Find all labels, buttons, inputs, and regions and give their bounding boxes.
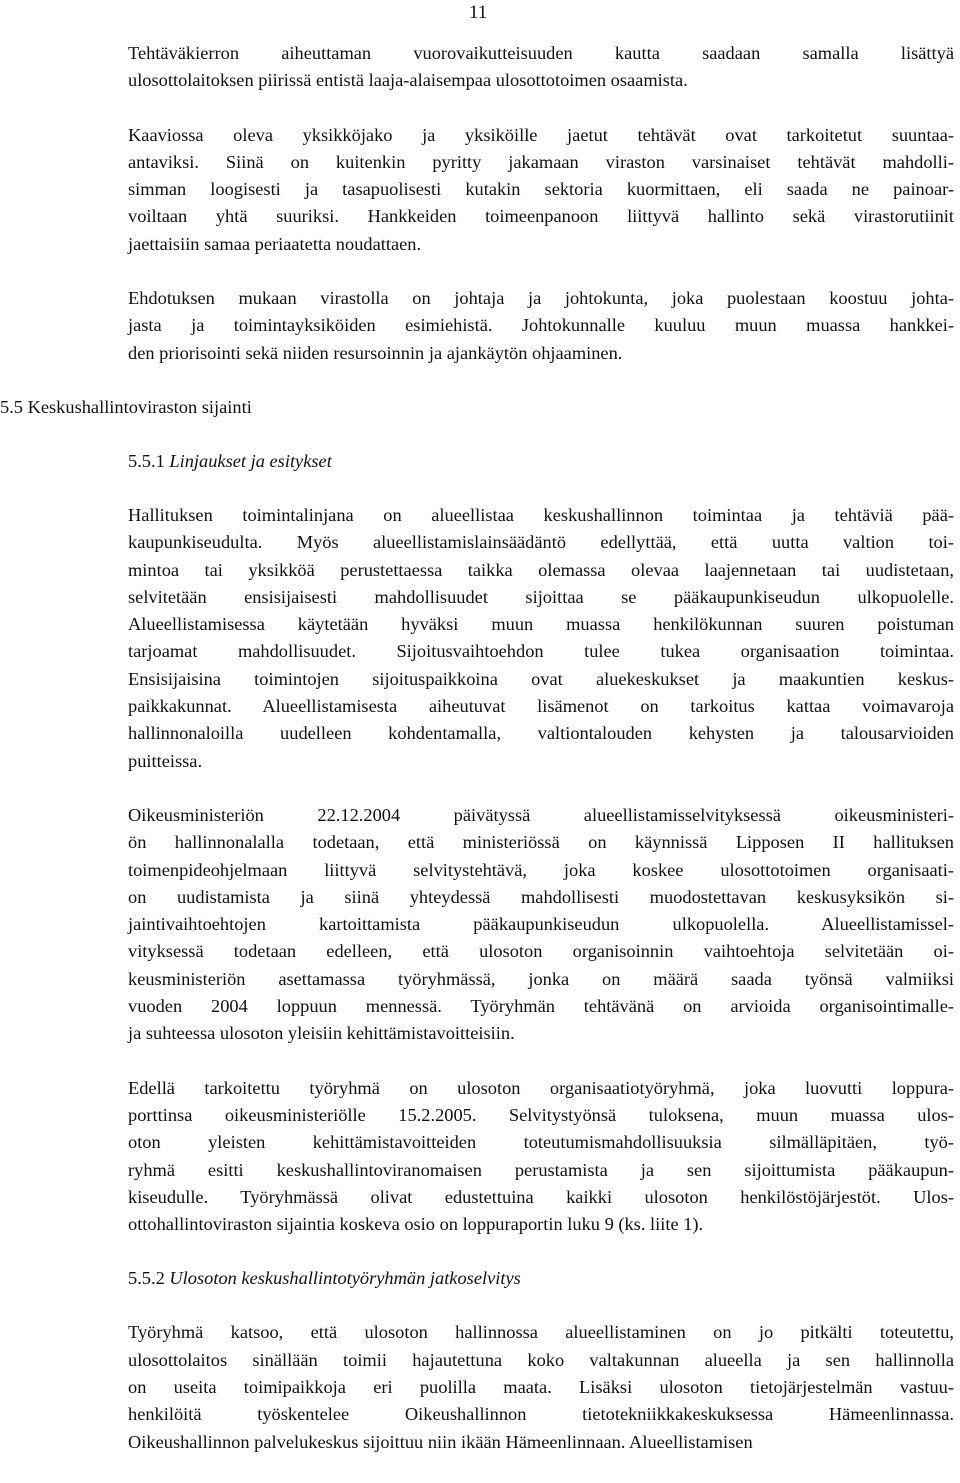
text-line: hallinnonaloilla uudelleen kohdentamalla, valtiontalouden kehysten ja talousarvioiden: [128, 723, 954, 744]
paragraph: [128, 285, 954, 367]
paragraph: [128, 1075, 954, 1239]
page-number: 11: [469, 2, 488, 23]
text-line: antaviksi. Siinä on kuitenkin pyritty jakamaan viraston varsinaiset tehtävät mahdolli-: [128, 151, 954, 172]
text-line: Ehdotuksen mukaan virastolla on johtaja ja johtokunta, joka puolestaan koostuu johta-: [128, 288, 954, 309]
text-line: kaupunkiseudulta. Myös alueellistamislainsäädäntö edellyttää, että uutta valtion toi-: [128, 532, 954, 553]
text-line: Työryhmä katsoo, että ulosoton hallinnossa alueellistaminen on jo pitkälti toteutettu,: [128, 1322, 954, 1343]
text-line: Alueellistamisessa käytetään hyväksi muun muassa henkilökunnan suuren poistuman: [128, 614, 954, 635]
subsection-title: Linjaukset ja esitykset: [169, 450, 332, 471]
text-line: Edellä tarkoitettu työryhmä on ulosoton organisaatiotyöryhmä, joka luovutti loppura-: [128, 1077, 954, 1098]
text-line: ulosottolaitos sinällään toimii hajautettuna koko valtakunnan alueella ja sen hallinnolla: [128, 1349, 954, 1370]
text-line: ryhmä esitti keskushallintoviranomaisen perustamista ja sen sijoittumista pääkaupun-: [128, 1159, 954, 1180]
text-line: den priorisointi sekä niiden resursoinnin ja ajankäytön ohjaaminen.: [128, 342, 623, 363]
text-line: selvitetään ensisijaisesti mahdollisuudet sijoittaa se pääkaupunkiseudun ulkopuolelle.: [128, 586, 954, 607]
paragraph: [128, 40, 954, 95]
text-line: on useita toimipaikkoja eri puolilla maata. Lisäksi ulosoton tietojärjestelmän vastuu-: [128, 1376, 954, 1397]
text-line: mintoa tai yksikköä perustettaessa taikka olemassa olevaa laajennetaan tai uudistetaan,: [128, 559, 954, 580]
text-line: porttinsa oikeusministeriölle 15.2.2005. Selvitystyönsä tuloksena, muun muassa ulos-: [128, 1104, 954, 1125]
text-line: henkilöitä työskentelee Oikeushallinnon tietotekniikkakeskuksessa Hämeenlinnassa.: [128, 1404, 954, 1425]
text-line: jasta ja toimintayksiköiden esimiehistä. Johtokunnalle kuuluu muun muassa hankkei-: [128, 315, 954, 336]
paragraph: [128, 802, 954, 1048]
text-line: oton yleisten kehittämistavoitteiden toteutumismahdollisuuksia silmälläpitäen, työ-: [128, 1132, 954, 1153]
text-line: ulosottolaitoksen piirissä entistä laaja-alaisempaa ulosottotoimen osaamista.: [128, 70, 688, 91]
text-line: puitteissa.: [128, 750, 203, 771]
paragraph: [128, 122, 954, 258]
subsection-heading: [128, 1265, 960, 1292]
text-line: keusministeriön asettamassa työryhmässä, jonka on määrä saada työnsä valmiiksi: [128, 968, 954, 989]
text-line: toimenpideohjelmaan liittyvä selvitystehtävä, joka koskee ulosottotoimen organisaati-: [128, 859, 954, 880]
text-line: ja suhteessa ulosoton yleisiin kehittämistavoitteisiin.: [128, 1023, 515, 1044]
paragraph: [128, 1319, 954, 1455]
subsection-number: 5.5.2: [128, 1268, 165, 1289]
text-line: jaettaisiin samaa periaatetta noudattaen.: [128, 233, 422, 254]
text-line: voiltaan yhtä suuriksi. Hankkeiden toimeenpanoon liittyvä hallinto sekä virastorutiinit: [128, 206, 954, 227]
paragraph: [128, 502, 954, 775]
section-heading: 5.5 Keskushallintoviraston sijainti: [0, 396, 252, 417]
text-line: paikkakunnat. Alueellistamisesta aiheutuvat lisämenot on tarkoitus kattaa voimavaroja: [128, 696, 954, 717]
text-line: on uudistamista ja siinä yhteydessä mahdollisesti muodostettavan keskusyksikön si-: [128, 886, 954, 907]
text-line: tarjoamat mahdollisuudet. Sijoitusvaihtoehdon tulee tukea organisaation toimintaa.: [128, 641, 954, 662]
text-line: vityksessä todetaan edelleen, että ulosoton organisoinnin vaihtoehtoja selvitetään oi-: [128, 941, 954, 962]
subsection-heading: [128, 448, 960, 475]
text-line: Kaaviossa oleva yksikköjako ja yksiköille jaetut tehtävät ovat tarkoitetut suuntaa-: [128, 124, 954, 145]
text-line: Oikeusministeriön 22.12.2004 päivätyssä alueellistamisselvityksessä oikeusministeri-: [128, 804, 954, 825]
text-line: Tehtäväkierron aiheuttaman vuorovaikutteisuuden kautta saadaan samalla lisättyä: [128, 43, 954, 63]
subsection-title: Ulosoton keskushallintotyöryhmän jatkoselvitys: [169, 1268, 521, 1289]
text-line: vuoden 2004 loppuun mennessä. Työryhmän tehtävänä on arvioida organisointimalle-: [128, 996, 954, 1017]
text-line: Hallituksen toimintalinjana on alueellistaa keskushallinnon toimintaa ja tehtäviä pää-: [128, 504, 954, 525]
text-line: Oikeushallinnon palvelukeskus sijoittuu niin ikään Hämeenlinnaan. Alueellistamisen: [128, 1431, 753, 1452]
text-line: simman loogisesti ja tasapuolisesti kutakin sektoria kuormittaen, eli saada ne painoar-: [128, 179, 954, 200]
text-line: Ensisijaisina toimintojen sijoituspaikkoina ovat aluekeskukset ja maakuntien keskus-: [128, 668, 954, 689]
text-line: ön hallinnonalalla todetaan, että ministeriössä on käynnissä Lipposen II hallituksen: [128, 832, 954, 853]
subsection-number: 5.5.1: [128, 450, 165, 471]
text-line: jaintivaihtoehtojen kartoittamista pääkaupunkiseudun ulkopuolella. Alueellistamissel-: [128, 914, 954, 935]
text-line: ottohallintoviraston sijaintia koskeva osio on loppuraportin luku 9 (ks. liite 1).: [128, 1214, 704, 1235]
text-line: kiseudulle. Työryhmässä olivat edustettuina kaikki ulosoton henkilöstöjärjestöt. Ulos-: [128, 1186, 954, 1207]
document-body: [0, 40, 960, 1483]
